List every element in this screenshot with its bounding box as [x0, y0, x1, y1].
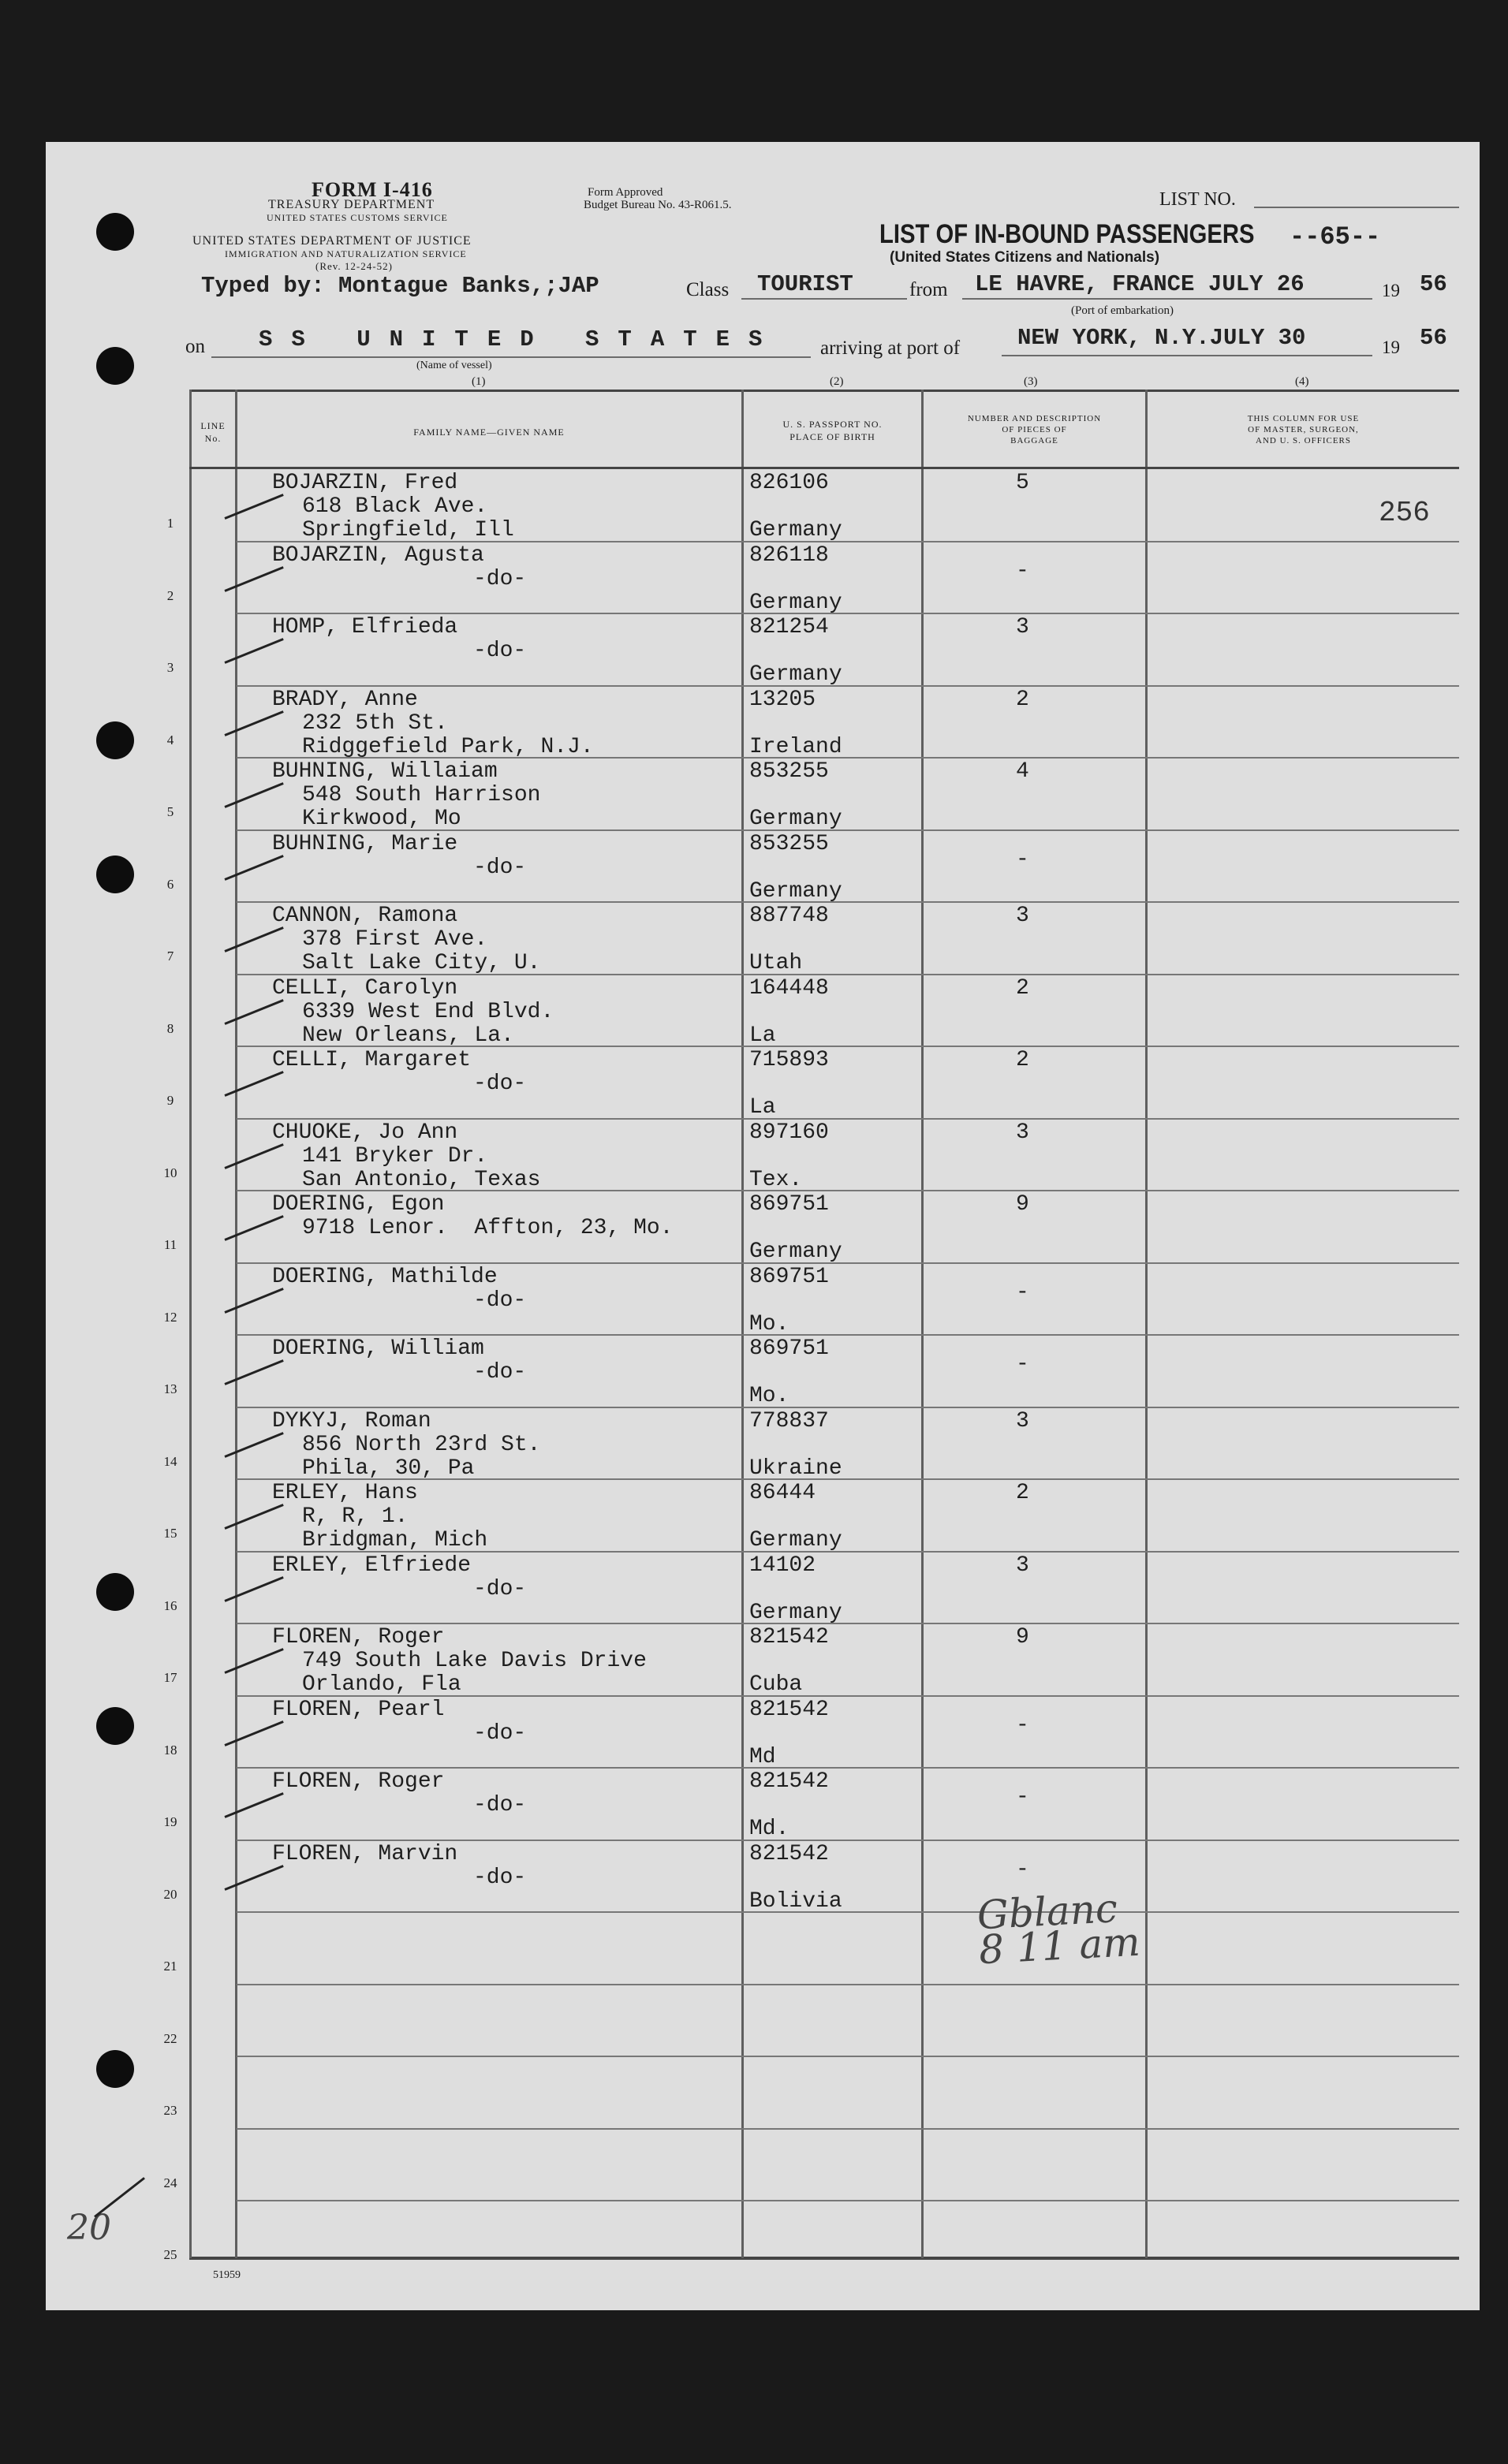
year-prefix-2: 19 [1382, 337, 1400, 357]
embarkation-value: LE HAVRE, FRANCE JULY 26 [975, 271, 1305, 297]
line-number: 16 [163, 1597, 177, 1613]
place-of-birth: Germany [749, 662, 842, 687]
line-number: 12 [163, 1309, 177, 1325]
passenger-name: DOERING, Mathilde [272, 1264, 498, 1289]
line-number: 15 [163, 1526, 177, 1541]
treasury-department: TREASURY DEPARTMENT [268, 198, 435, 211]
line-number: 1 [166, 516, 174, 531]
passenger-address-2: Kirkwood, Mo [302, 807, 461, 831]
footer-code: 51959 [213, 2269, 241, 2281]
place-of-birth: Utah [749, 951, 803, 975]
passenger-name: FLOREN, Marvin [272, 1841, 458, 1866]
passport-number: 821542 [749, 1625, 829, 1650]
passenger-address-1: -do- [473, 1360, 527, 1385]
passport-number: 869751 [749, 1264, 829, 1289]
passport-number: 869751 [749, 1336, 829, 1361]
passenger-name: BUHNING, Marie [272, 831, 458, 856]
row-divider [237, 1262, 1459, 1264]
column-divider-passport [921, 390, 924, 2258]
passport-number: 853255 [749, 831, 829, 856]
row-divider [237, 2200, 1459, 2201]
baggage-count: - [1016, 1857, 1029, 1882]
year-value-2: 56 [1420, 325, 1447, 351]
vessel-underline [211, 356, 811, 358]
baggage-count: - [1016, 1785, 1029, 1810]
list-no-label: LIST NO. [1159, 189, 1236, 210]
place-of-birth: Ireland [749, 734, 842, 759]
passenger-address-1: 6339 West End Blvd. [302, 999, 554, 1024]
column-divider-line [235, 390, 237, 2258]
passenger-name: DOERING, Egon [272, 1192, 445, 1217]
line-number: 22 [163, 2030, 177, 2046]
passenger-name: HOMP, Elfrieda [272, 615, 458, 639]
passport-number: 715893 [749, 1048, 829, 1072]
baggage-count: 3 [1016, 1408, 1029, 1433]
place-of-birth: Germany [749, 1528, 842, 1553]
line-number: 14 [163, 1453, 177, 1469]
passenger-name: ERLEY, Hans [272, 1481, 418, 1505]
passenger-name: BOJARZIN, Agusta [272, 542, 484, 568]
line-number: 20 [163, 1886, 177, 1902]
form-approved: Form Approved [588, 186, 663, 199]
from-label: from [909, 279, 948, 300]
passenger-address-1: 548 South Harrison [302, 783, 541, 807]
row-divider [237, 1767, 1459, 1769]
punch-hole [96, 856, 134, 893]
header-family-name: FAMILY NAME—GIVEN NAME [413, 427, 565, 438]
baggage-count: 4 [1016, 759, 1029, 784]
line-number: 7 [166, 949, 174, 964]
place-of-birth: Germany [749, 807, 842, 831]
passenger-address-2: San Antonio, Texas [302, 1167, 541, 1192]
passenger-address-2: Phila, 30, Pa [302, 1456, 475, 1481]
place-of-birth: Bolivia [749, 1888, 842, 1914]
passenger-name: FLOREN, Pearl [272, 1697, 445, 1722]
column-number-2: (2) [830, 375, 844, 388]
line-number: 5 [166, 804, 174, 819]
passenger-name: FLOREN, Roger [272, 1769, 445, 1794]
passenger-address-1: 378 First Ave. [302, 927, 488, 952]
row-divider [237, 1984, 1459, 1985]
table-top-border [189, 390, 1459, 392]
passenger-name: BUHNING, Willaiam [272, 759, 498, 784]
baggage-count: - [1016, 1713, 1029, 1738]
passport-number: 821542 [749, 1697, 829, 1722]
baggage-count: 3 [1016, 615, 1029, 639]
passenger-address-2: Bridgman, Mich [302, 1528, 488, 1553]
passenger-address-1: 618 Black Ave. [302, 494, 488, 519]
port-embarkation-label: (Port of embarkation) [1071, 304, 1174, 317]
baggage-count: - [1016, 1352, 1029, 1377]
baggage-count: 3 [1016, 1553, 1029, 1578]
passenger-name: DYKYJ, Roman [272, 1408, 431, 1433]
passport-number: 14102 [749, 1553, 816, 1578]
class-value: TOURIST [757, 271, 853, 297]
passport-number: 821254 [749, 615, 829, 639]
customs-service: UNITED STATES CUSTOMS SERVICE [267, 212, 448, 223]
baggage-count: 9 [1016, 1192, 1029, 1217]
line-number: 2 [166, 587, 174, 603]
place-of-birth: Germany [749, 590, 842, 615]
passport-number: 13205 [749, 687, 816, 712]
table-bottom-border [189, 2257, 1459, 2260]
place-of-birth: Tex. [749, 1167, 803, 1192]
column-number-4: (4) [1295, 375, 1309, 388]
immigration-service: IMMIGRATION AND NATURALIZATION SERVICE [225, 248, 467, 259]
list-no-underline [1254, 207, 1459, 208]
place-of-birth: Md. [749, 1817, 789, 1841]
baggage-count: 2 [1016, 975, 1029, 1001]
place-of-birth: Germany [749, 878, 842, 904]
passenger-address-2: Orlando, Fla [302, 1672, 461, 1697]
passenger-name: DOERING, William [272, 1336, 484, 1361]
punch-hole [96, 1707, 134, 1745]
passport-number: 821542 [749, 1769, 829, 1794]
passenger-name: CANNON, Ramona [272, 904, 458, 928]
arrival-underline [1002, 355, 1372, 356]
header-baggage: NUMBER AND DESCRIPTION OF PIECES OF BAGGAGE [967, 414, 1102, 445]
line-number: 19 [163, 1814, 177, 1829]
baggage-count: 5 [1016, 471, 1029, 495]
passenger-address-1: -do- [473, 1865, 527, 1890]
from-underline [962, 298, 1372, 300]
passenger-address-1: -do- [473, 639, 527, 663]
punch-hole [96, 721, 134, 759]
class-label: Class [686, 279, 730, 300]
punch-hole [96, 1573, 134, 1611]
place-of-birth: Mo. [749, 1384, 789, 1408]
header-line-no: LINE No. [200, 420, 226, 444]
justice-department: UNITED STATES DEPARTMENT OF JUSTICE [192, 234, 472, 248]
passenger-address-1: -do- [473, 1072, 527, 1096]
passenger-name: BRADY, Anne [272, 687, 418, 712]
passenger-address-2: Ridggefield Park, N.J. [302, 734, 594, 759]
line-number: 17 [163, 1670, 177, 1685]
line-number: 6 [166, 876, 174, 892]
row-divider [237, 613, 1459, 614]
place-of-birth: La [749, 1095, 776, 1120]
passenger-address-1: -do- [473, 1720, 527, 1746]
passenger-address-1: -do- [473, 1576, 527, 1601]
column-divider-baggage [1145, 390, 1148, 2258]
row-divider [237, 2128, 1459, 2130]
place-of-birth: Md [749, 1744, 776, 1769]
list-title-subtitle: (United States Citizens and Nationals) [890, 249, 1160, 266]
punch-hole [96, 213, 134, 251]
line-number: 24 [163, 2175, 177, 2190]
passport-number: 821542 [749, 1841, 829, 1866]
passport-number: 826106 [749, 471, 829, 495]
passenger-name: ERLEY, Elfriede [272, 1553, 472, 1578]
year-prefix-1: 19 [1382, 281, 1400, 300]
budget-bureau: Budget Bureau No. 43-R061.5. [584, 199, 732, 211]
passenger-address-1: 749 South Lake Davis Drive [302, 1649, 647, 1673]
passport-number: 826118 [749, 542, 829, 568]
line-number: 25 [163, 2247, 177, 2262]
baggage-count: 2 [1016, 687, 1029, 712]
typed-by: Typed by: Montague Banks,;JAP [201, 273, 599, 299]
passenger-address-2: New Orleans, La. [302, 1023, 514, 1048]
row-divider [237, 2056, 1459, 2057]
place-of-birth: Germany [749, 518, 842, 542]
line-number: 3 [166, 660, 174, 675]
line-number: 4 [166, 732, 174, 747]
officer-signature: Gblanc 8 11 am [976, 1885, 1141, 1974]
passenger-name: CELLI, Margaret [272, 1048, 472, 1072]
row-divider [237, 1407, 1459, 1408]
arrival-value: NEW YORK, N.Y.JULY 30 [1017, 325, 1306, 351]
passport-number: 887748 [749, 904, 829, 928]
baggage-count: 2 [1016, 1048, 1029, 1072]
class-underline [741, 298, 907, 300]
list-title: LIST OF IN-BOUND PASSENGERS [879, 219, 1255, 249]
passenger-name: CHUOKE, Jo Ann [272, 1120, 458, 1145]
passenger-address-1: 141 Bryker Dr. [302, 1143, 488, 1169]
corner-handwritten-mark: 20 [67, 2208, 111, 2248]
list-number: --65-- [1290, 222, 1381, 252]
passport-number: 897160 [749, 1120, 829, 1145]
header-officers: THIS COLUMN FOR USE OF MASTER, SURGEON, AND U. S. OFFICERS [1247, 414, 1360, 445]
place-of-birth: Germany [749, 1600, 842, 1625]
place-of-birth: Cuba [749, 1672, 803, 1697]
column-number-1: (1) [472, 375, 486, 388]
row-divider [237, 1334, 1459, 1336]
vessel-label: (Name of vessel) [416, 360, 492, 371]
line-number: 21 [163, 1959, 177, 1974]
passenger-name: BOJARZIN, Fred [272, 471, 458, 495]
line-number: 18 [163, 1742, 177, 1758]
passenger-address-1: -do- [473, 855, 527, 880]
line-number: 13 [163, 1381, 177, 1396]
row-divider [237, 1118, 1459, 1120]
passenger-address-2: Springfield, Ill [302, 518, 514, 542]
punch-hole [96, 2050, 134, 2088]
passenger-address-1: -do- [473, 1288, 527, 1313]
passenger-address-1: -do- [473, 566, 527, 591]
form-revision: (Rev. 12-24-52) [315, 260, 393, 272]
passport-number: 853255 [749, 759, 829, 784]
place-of-birth: Mo. [749, 1311, 789, 1336]
header-passport: U. S. PASSPORT NO. PLACE OF BIRTH [782, 419, 883, 442]
line-number: 9 [166, 1093, 174, 1108]
passenger-address-2: Salt Lake City, U. [302, 951, 541, 975]
baggage-count: - [1016, 558, 1029, 583]
vessel-name: SS UNITED STATES [259, 326, 782, 352]
column-number-3: (3) [1024, 375, 1038, 388]
row-divider [237, 1840, 1459, 1841]
line-number: 10 [163, 1165, 177, 1180]
header-bottom-border [189, 467, 1459, 469]
baggage-count: 3 [1016, 1120, 1029, 1145]
row-divider [237, 1911, 1459, 1913]
passenger-address-1: 232 5th St. [302, 710, 448, 736]
arriving-label: arriving at port of [820, 337, 961, 359]
form-number: FORM I-416 [312, 178, 433, 201]
officer-annotation: 256 [1379, 497, 1430, 529]
passenger-name: CELLI, Carolyn [272, 975, 458, 1001]
baggage-count: 9 [1016, 1625, 1029, 1650]
baggage-count: - [1016, 847, 1029, 872]
year-value-1: 56 [1420, 271, 1447, 297]
passport-number: 869751 [749, 1192, 829, 1217]
place-of-birth: Germany [749, 1239, 842, 1264]
place-of-birth: Ukraine [749, 1456, 842, 1481]
passport-number: 778837 [749, 1408, 829, 1433]
line-number: 11 [163, 1237, 177, 1252]
column-divider-name [741, 390, 744, 2258]
passenger-address-1: -do- [473, 1793, 527, 1817]
passenger-name: FLOREN, Roger [272, 1625, 445, 1650]
row-divider [237, 1623, 1459, 1624]
place-of-birth: La [749, 1023, 776, 1048]
passport-number: 86444 [749, 1481, 816, 1505]
row-divider [237, 901, 1459, 903]
passport-number: 164448 [749, 975, 829, 1001]
baggage-count: - [1016, 1280, 1029, 1305]
punch-hole [96, 347, 134, 385]
on-label: on [185, 336, 205, 357]
line-number: 23 [163, 2103, 177, 2118]
baggage-count: 3 [1016, 904, 1029, 928]
baggage-count: 2 [1016, 1481, 1029, 1505]
passenger-address-1: 9718 Lenor. Affton, 23, Mo. [302, 1216, 674, 1240]
passenger-address-1: R, R, 1. [302, 1504, 409, 1529]
line-number: 8 [166, 1020, 174, 1036]
passenger-address-1: 856 North 23rd St. [302, 1432, 541, 1457]
row-divider [237, 685, 1459, 687]
